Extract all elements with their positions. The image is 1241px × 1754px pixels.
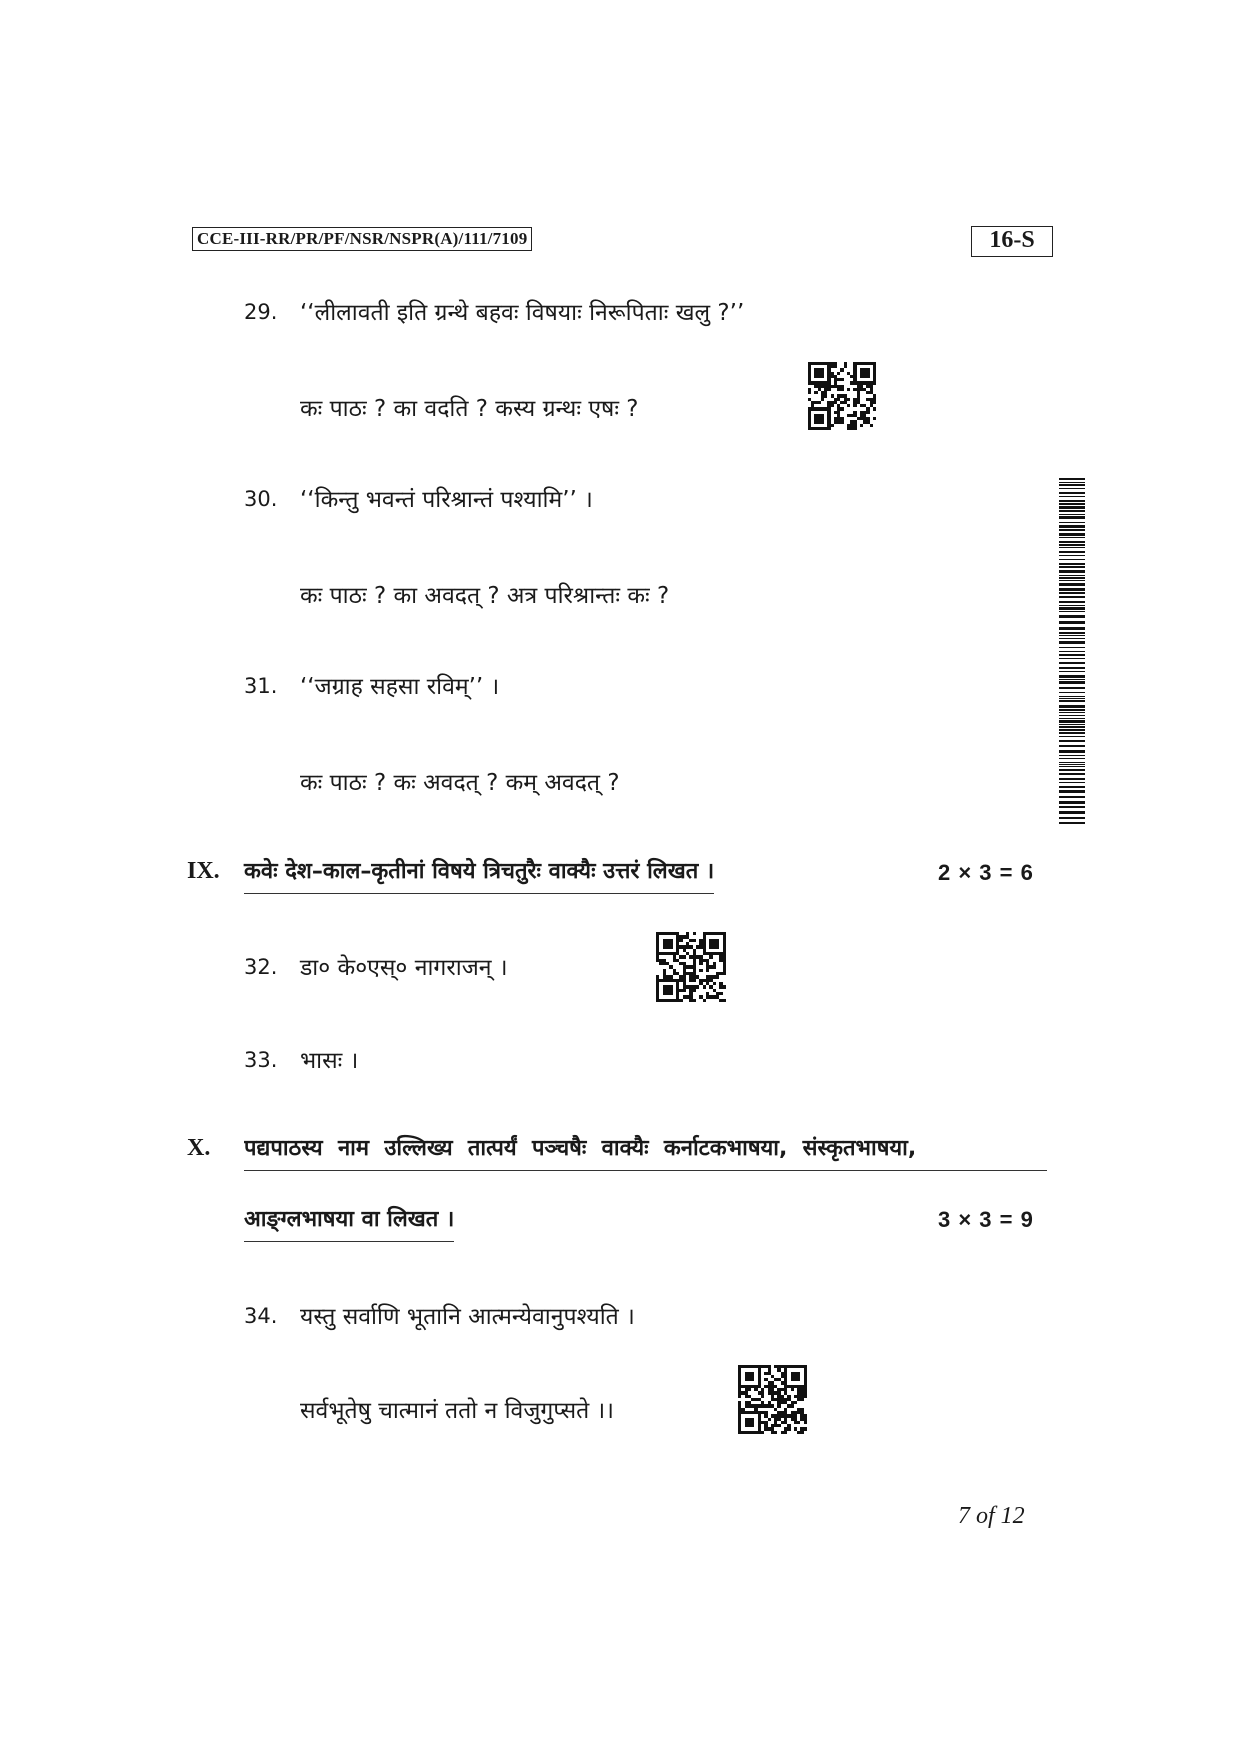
- question-subparts: कः पाठः ? का अवदत् ? अत्र परिश्रान्तः कः ?: [300, 583, 670, 609]
- section-instruction-line2: आङ्ग्लभाषया वा लिखत ।: [244, 1203, 454, 1242]
- question-subparts: कः पाठः ? का वदति ? कस्य ग्रन्थः एषः ?: [300, 396, 639, 422]
- section-number: X.: [187, 1135, 211, 1161]
- section-marks: 3 × 3 = 9: [938, 1207, 1034, 1232]
- question-quote: ‘‘लीलावती इति ग्रन्थे बहवः विषयाः निरूपिताः खलु ?’’: [300, 300, 745, 326]
- qr-code-icon: [808, 362, 876, 430]
- question-quote: ‘‘किन्तु भवन्तं परिश्रान्तं पश्यामि’’ ।: [300, 487, 593, 513]
- question-number: 32.: [244, 955, 278, 979]
- section-instruction: कवेः देश–काल–कृतीनां विषये त्रिचतुरैः वाक्यैः उत्तरं लिखत ।: [244, 855, 714, 894]
- question-subparts: कः पाठः ? कः अवदत् ? कम् अवदत् ?: [300, 770, 620, 796]
- section-number: IX.: [187, 858, 220, 884]
- qr-code-icon: [738, 1365, 807, 1434]
- section-instruction-line1: पद्यपाठस्य नाम उल्लिख्य तात्पर्यं पञ्चषैः वाक्यैः कर्नाटकभाषया, संस्कृतभाषया,: [244, 1132, 1047, 1171]
- question-text: डा० के०एस्० नागराजन् ।: [300, 955, 508, 981]
- section-marks: 2 × 3 = 6: [938, 860, 1034, 885]
- barcode-icon: [1059, 478, 1085, 830]
- question-number: 34.: [244, 1304, 278, 1328]
- question-number: 31.: [244, 674, 278, 698]
- qr-code-icon: [656, 932, 726, 1002]
- question-quote: ‘‘जग्राह सहसा रविम्’’ ।: [300, 674, 500, 700]
- verse-line-1: यस्तु सर्वाणि भूतानि आत्मन्येवानुपश्यति ।: [300, 1304, 635, 1330]
- question-number: 29.: [244, 300, 278, 324]
- question-number: 33.: [244, 1048, 278, 1072]
- question-text: भासः ।: [300, 1048, 359, 1074]
- subject-code-box: 16-S: [971, 226, 1053, 257]
- question-paper-code: CCE-III-RR/PR/PF/NSR/NSPR(A)/111/7109: [192, 227, 532, 251]
- verse-line-2: सर्वभूतेषु चात्मानं ततो न विजुगुप्सते ।।: [300, 1398, 614, 1424]
- question-number: 30.: [244, 487, 278, 511]
- page-number: 7 of 12: [958, 1503, 1025, 1529]
